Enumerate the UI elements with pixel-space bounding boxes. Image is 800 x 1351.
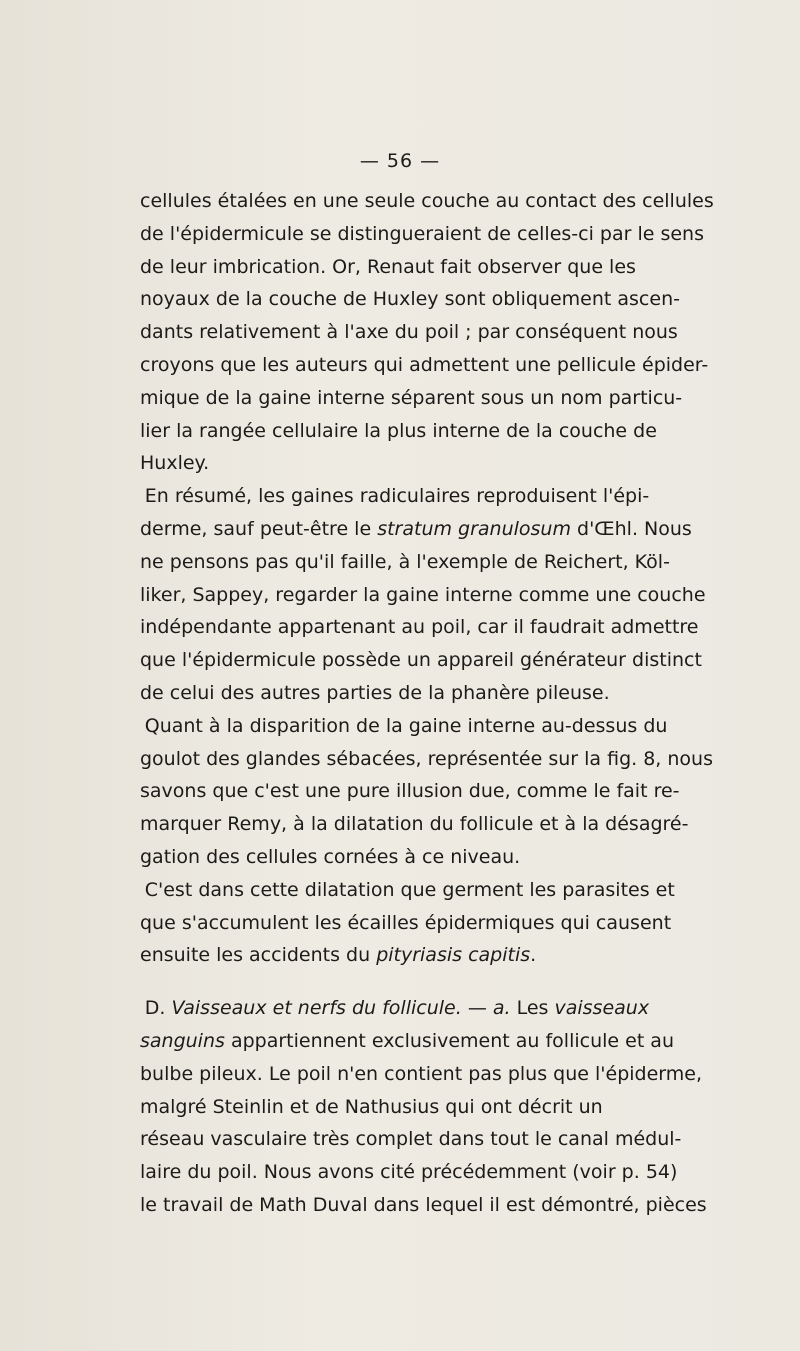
page-text xyxy=(140,185,800,1222)
text-line: Huxley. xyxy=(140,452,210,475)
line-text: d'Œhl. Nous xyxy=(570,517,692,540)
text-line: marquer Remy, à la dilatation du follicule et à la désagré- xyxy=(140,813,689,836)
section-gap xyxy=(140,972,800,992)
text-line: de l'épidermicule se distingueraient de celles-ci par le sens xyxy=(140,222,704,245)
paragraph-2 xyxy=(140,480,800,710)
text-line: gation des cellules cornées à ce niveau. xyxy=(140,845,521,868)
text-line: indépendante appartenant au poil, car il faudrait admettre xyxy=(140,616,699,639)
text-line: lier la rangée cellulaire la plus interne de la couche de xyxy=(140,419,657,442)
text-line: dants relativement à l'axe du poil ; par conséquent nous xyxy=(140,321,678,344)
text-line: le travail de Math Duval dans lequel il est démontré, pièces xyxy=(140,1193,707,1216)
line-text: C'est dans cette dilatation que germent les parasites et xyxy=(144,878,675,901)
line-text: derme, sauf peut-être le xyxy=(140,517,378,540)
text-line: cellules étalées en une seule couche au contact des cellules xyxy=(140,190,714,212)
text-line: réseau vasculaire très complet dans tout le canal médul- xyxy=(140,1128,682,1151)
text-line: que l'épidermicule possède un appareil générateur distinct xyxy=(140,649,702,672)
line-text: . xyxy=(530,944,537,967)
text-line: laire du poil. Nous avons cité précédemment (voir p. 54) xyxy=(140,1161,678,1184)
text-line xyxy=(140,710,800,743)
text-line: noyaux de la couche de Huxley sont obliquement ascen- xyxy=(140,288,680,311)
page-number: — 56 — xyxy=(359,150,441,172)
subsection-letter: a. xyxy=(492,997,511,1020)
text-line: bulbe pileux. Le poil n'en contient pas plus que l'épiderme, xyxy=(140,1062,702,1085)
text-line: malgré Steinlin et de Nathusius qui ont décrit un xyxy=(140,1095,603,1118)
line-text: Quant à la disparition de la gaine interne au-dessus du xyxy=(144,714,668,737)
text-line xyxy=(140,480,800,513)
paragraph-4 xyxy=(140,874,800,972)
paragraph-3 xyxy=(140,710,800,874)
italic-term: vaisseaux xyxy=(554,997,650,1020)
line-text: — xyxy=(461,997,493,1020)
italic-term: stratum granulosum xyxy=(377,517,571,540)
text-line: mique de la gaine interne séparent sous un nom particu- xyxy=(140,386,683,409)
text-line xyxy=(140,1025,800,1058)
text-line: ne pensons pas qu'il faille, à l'exemple de Reichert, Köl- xyxy=(140,550,670,573)
italic-term: pityriasis capitis xyxy=(376,944,531,967)
text-line xyxy=(140,939,800,972)
text-line xyxy=(140,874,800,907)
text-line: de celui des autres parties de la phanère pileuse. xyxy=(140,681,610,704)
text-line: liker, Sappey, regarder la gaine interne comme une couche xyxy=(140,583,706,606)
section-title: Vaisseaux et nerfs du follicule. xyxy=(171,997,462,1020)
section-d xyxy=(140,992,800,1222)
line-text: Les xyxy=(510,997,555,1020)
text-line: de leur imbrication. Or, Renaut fait observer que les xyxy=(140,255,636,278)
text-line: goulot des glandes sébacées, représentée sur la fig. 8, nous xyxy=(140,747,713,770)
paragraph-1 xyxy=(140,185,800,480)
text-line: que s'accumulent les écailles épidermiques qui causent xyxy=(140,911,672,934)
text-line xyxy=(140,513,800,546)
section-heading-line xyxy=(140,992,800,1025)
text-line: croyons que les auteurs qui admettent une pellicule épider- xyxy=(140,353,709,376)
line-text: ensuite les accidents du xyxy=(140,944,377,967)
text-line: savons que c'est une pure illusion due, comme le fait re- xyxy=(140,780,680,803)
italic-term: sanguins xyxy=(140,1029,225,1052)
section-letter: D. xyxy=(144,997,172,1020)
line-text: En résumé, les gaines radiculaires reproduisent l'épi- xyxy=(144,485,650,508)
line-text: appartiennent exclusivement au follicule et au xyxy=(224,1029,674,1052)
